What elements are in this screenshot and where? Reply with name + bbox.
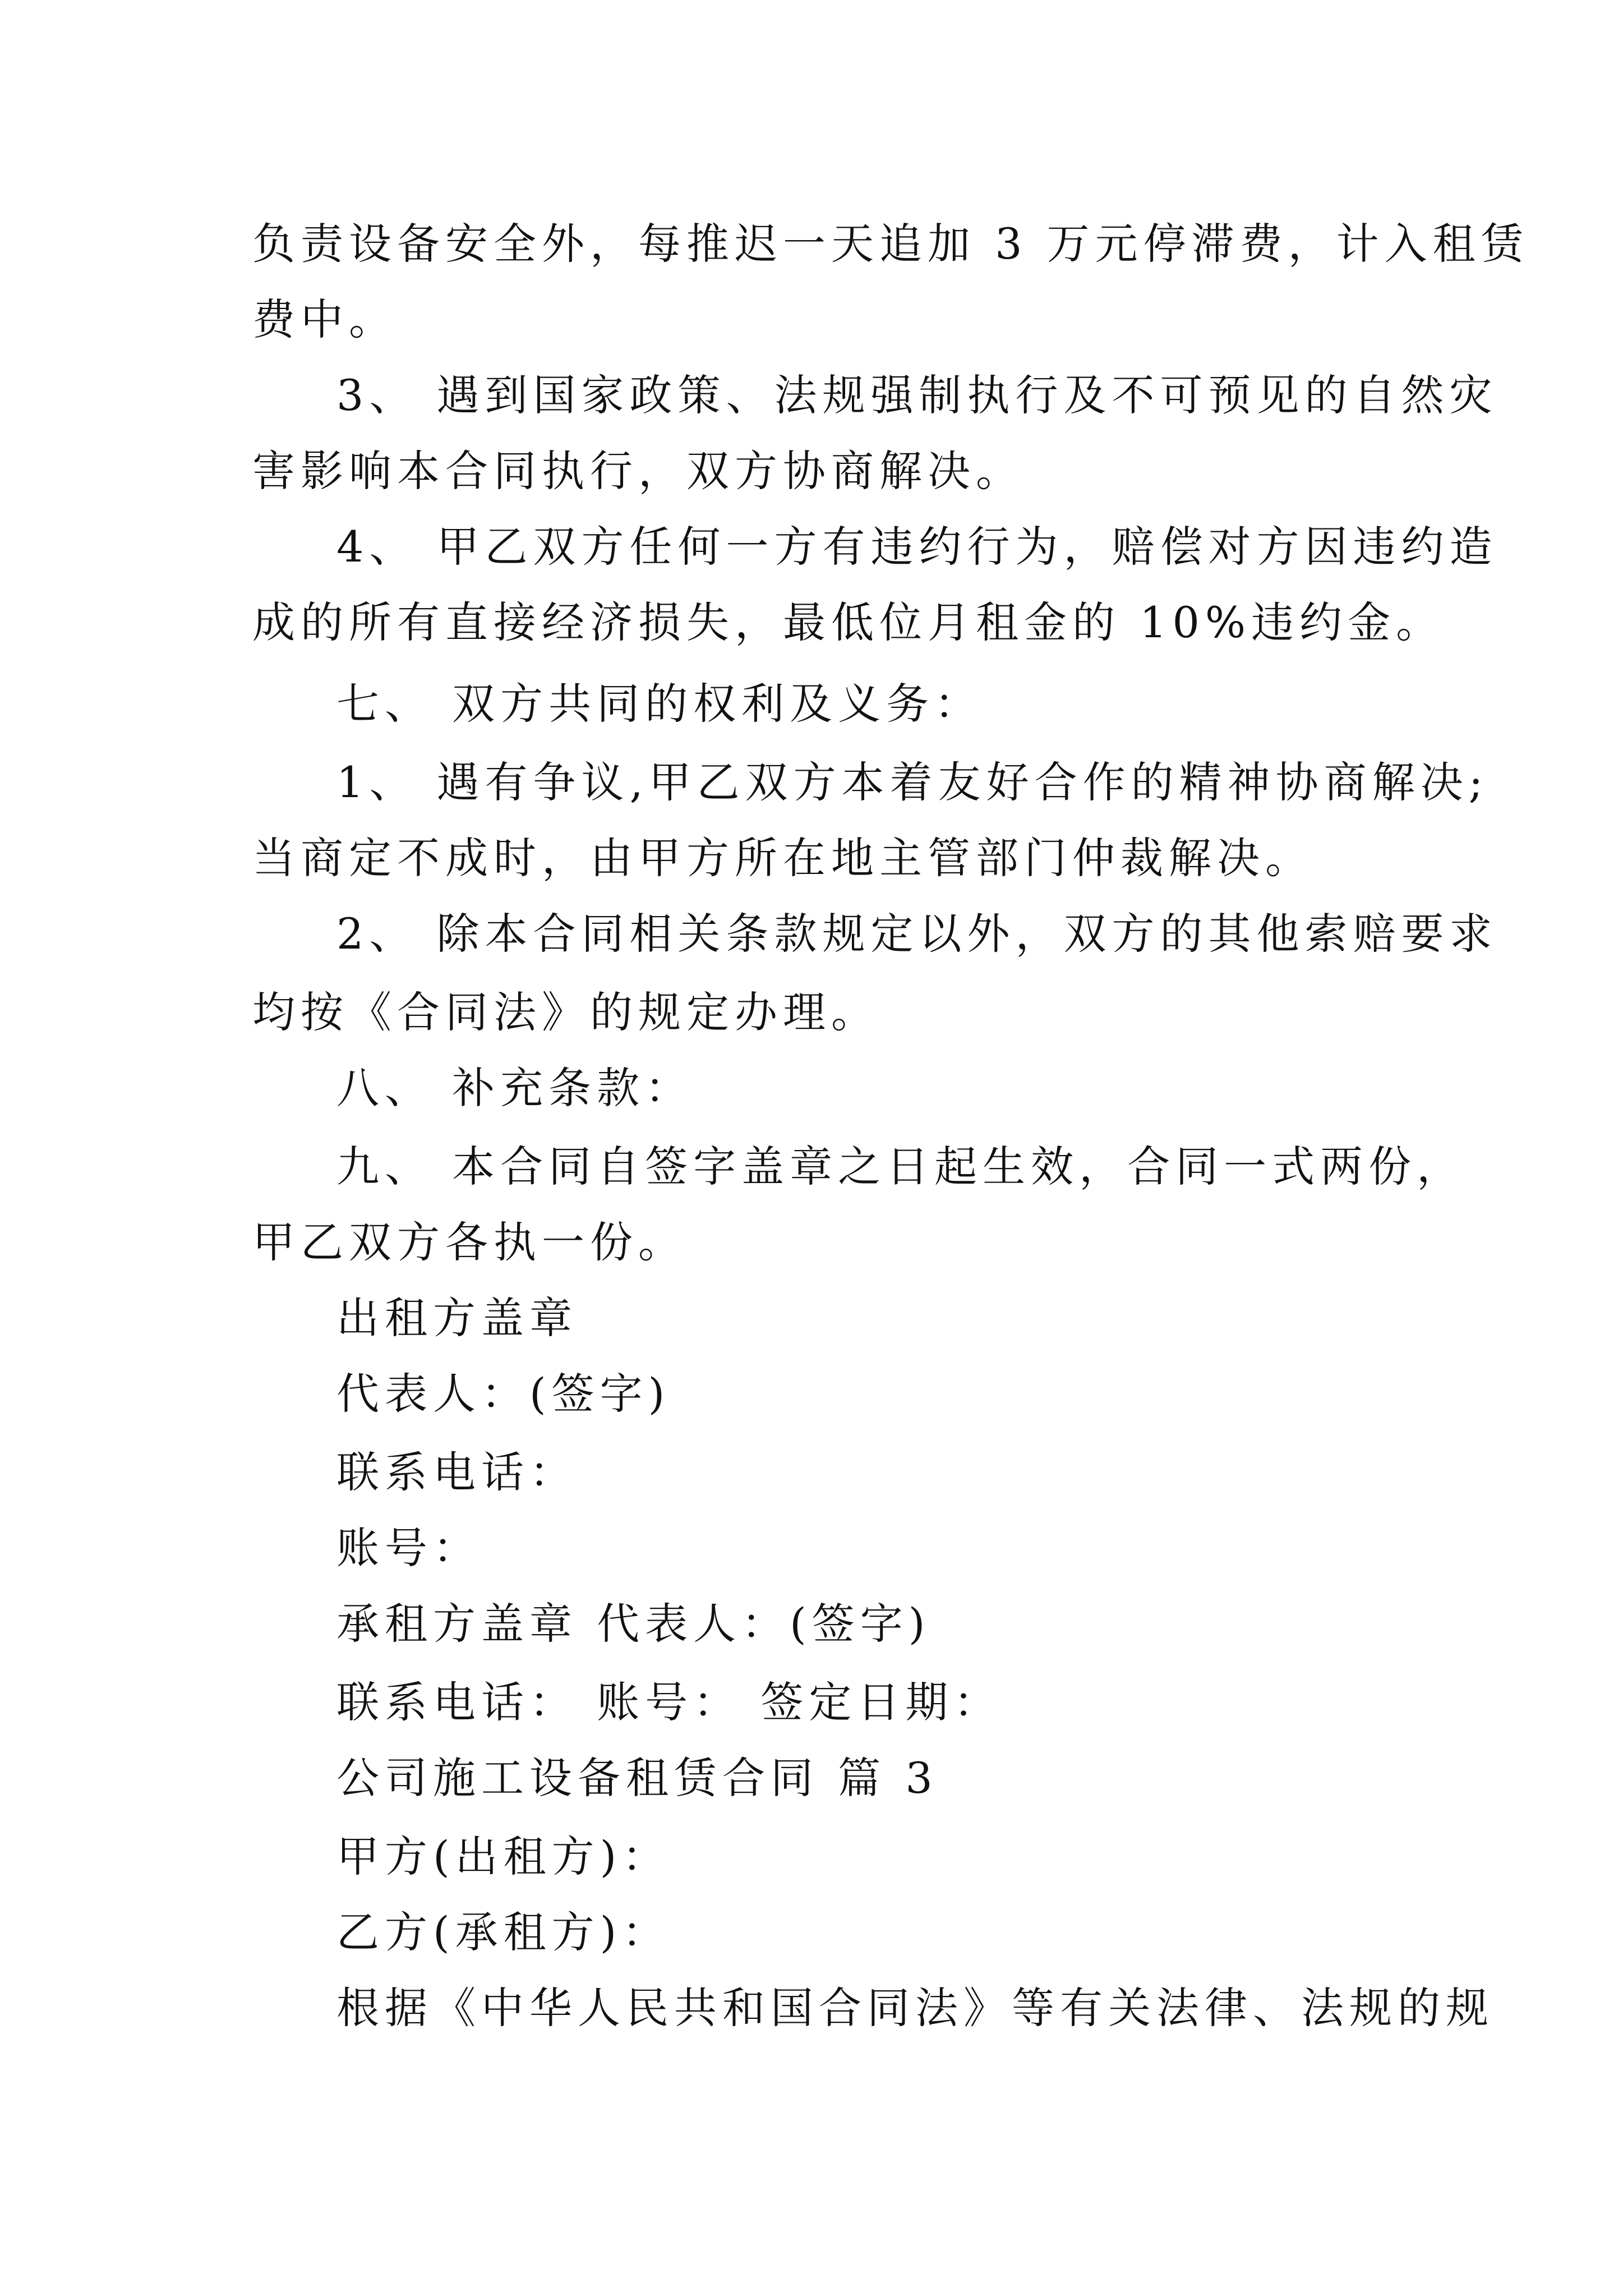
text-line-6: 成的所有直接经济损失，最低位月租金的 10%违约金。 (252, 597, 1445, 647)
text-line-14: 甲乙双方各执一份。 (252, 1217, 686, 1267)
section-heading-7: 七、 双方共同的权利及义务： (336, 679, 983, 729)
section-heading-9: 九、 本合同自签字盖章之日起生效，合同一式两份， (336, 1142, 1465, 1191)
section-heading-8: 八、 补充条款： (336, 1063, 694, 1113)
text-line-8: 1、 遇有争议,甲乙双方本着友好合作的精神协商解决; (336, 757, 1489, 807)
text-line-3: 3、 遇到国家政策、法规强制执行及不可预见的自然灾 (336, 370, 1498, 420)
text-line-11: 均按《合同法》的规定办理。 (252, 987, 879, 1037)
lessor-account-label: 账号： (336, 1523, 481, 1573)
text-line-2: 费中。 (252, 295, 397, 344)
lessee-seal-label: 承租方盖章 代表人：(签字) (336, 1599, 931, 1649)
text-line-4: 害影响本合同执行，双方协商解决。 (252, 446, 1024, 496)
text-line-9: 当商定不成时，由甲方所在地主管部门仲裁解决。 (252, 833, 1313, 883)
lessee-contact-line: 联系电话： 账号： 签定日期： (336, 1677, 1002, 1727)
text-line-1: 负责设备安全外，每推迟一天追加 3 万元停滞费，计入租赁 (252, 219, 1529, 269)
lessor-phone-label: 联系电话： (336, 1447, 578, 1497)
text-line-10: 2、 除本合同相关条款规定以外，双方的其他索赔要求 (336, 909, 1498, 959)
text-line-24: 根据《中华人民共和国合同法》等有关法律、法规的规 (336, 1983, 1494, 2033)
text-line-5: 4、 甲乙双方任何一方有违约行为，赔偿对方因违约造 (336, 522, 1498, 572)
party-b-label: 乙方(承租方)： (336, 1907, 671, 1957)
lessor-seal-label: 出租方盖章 (336, 1293, 578, 1343)
party-a-label: 甲方(出租方)： (336, 1832, 671, 1881)
lessor-representative-label: 代表人：(签字) (336, 1369, 671, 1419)
contract-title-3: 公司施工设备租赁合同 篇 3 (336, 1753, 938, 1803)
